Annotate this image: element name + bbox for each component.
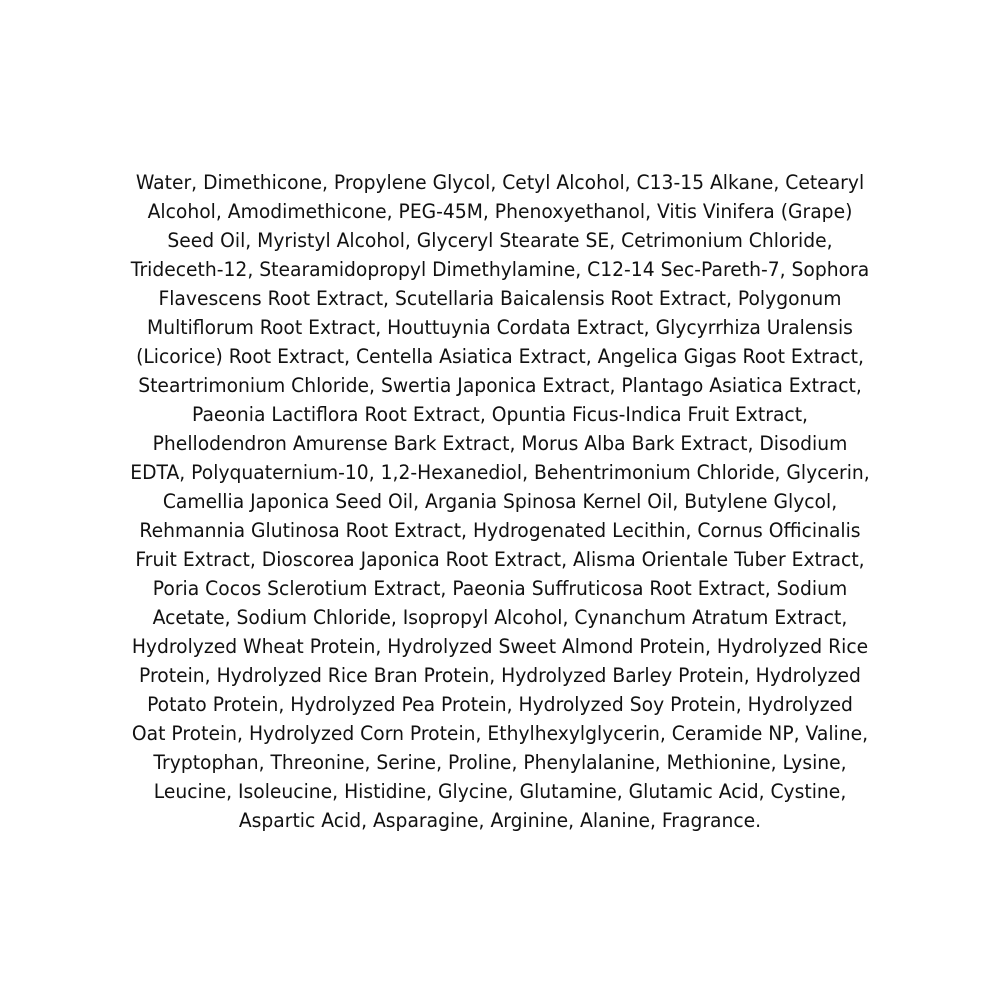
ingredients-line: Trideceth-12, Stearamidopropyl Dimethylamine, C12-14 Sec-Pareth-7, Sophora	[130, 258, 870, 281]
ingredients-line: Hydrolyzed Wheat Protein, Hydrolyzed Sweet Almond Protein, Hydrolyzed Rice	[131, 635, 869, 658]
ingredients-line: Poria Cocos Sclerotium Extract, Paeonia Suffruticosa Root Extract, Sodium	[152, 577, 848, 600]
ingredients-list	[0, 168, 1000, 835]
ingredients-line: Paeonia Lactiflora Root Extract, Opuntia Ficus-Indica Fruit Extract,	[191, 403, 808, 426]
ingredients-line: Rehmannia Glutinosa Root Extract, Hydrogenated Lecithin, Cornus Officinalis	[139, 519, 861, 542]
ingredients-line: EDTA, Polyquaternium-10, 1,2-Hexanediol, Behentrimonium Chloride, Glycerin,	[130, 461, 870, 484]
ingredients-line: Fruit Extract, Dioscorea Japonica Root Extract, Alisma Orientale Tuber Extract,	[135, 548, 865, 571]
ingredients-line: Acetate, Sodium Chloride, Isopropyl Alcohol, Cynanchum Atratum Extract,	[152, 606, 848, 629]
ingredients-line: Seed Oil, Myristyl Alcohol, Glyceryl Stearate SE, Cetrimonium Chloride,	[167, 229, 833, 252]
ingredients-line: Oat Protein, Hydrolyzed Corn Protein, Ethylhexylglycerin, Ceramide NP, Valine,	[131, 722, 869, 745]
ingredients-line: Tryptophan, Threonine, Serine, Proline, Phenylalanine, Methionine, Lysine,	[153, 751, 847, 774]
ingredients-line: Water, Dimethicone, Propylene Glycol, Cetyl Alcohol, C13-15 Alkane, Cetearyl	[135, 171, 865, 194]
ingredients-line: Steartrimonium Chloride, Swertia Japonica Extract, Plantago Asiatica Extract,	[138, 374, 862, 397]
ingredients-line: Multiflorum Root Extract, Houttuynia Cordata Extract, Glycyrrhiza Uralensis	[147, 316, 853, 339]
ingredients-line: Leucine, Isoleucine, Histidine, Glycine, Glutamine, Glutamic Acid, Cystine,	[153, 780, 847, 803]
ingredients-line: (Licorice) Root Extract, Centella Asiatica Extract, Angelica Gigas Root Extract,	[136, 345, 864, 368]
ingredients-line: Protein, Hydrolyzed Rice Bran Protein, Hydrolyzed Barley Protein, Hydrolyzed	[139, 664, 861, 687]
ingredients-line: Camellia Japonica Seed Oil, Argania Spinosa Kernel Oil, Butylene Glycol,	[162, 490, 838, 513]
ingredients-line: Potato Protein, Hydrolyzed Pea Protein, Hydrolyzed Soy Protein, Hydrolyzed	[147, 693, 853, 716]
ingredients-line: Flavescens Root Extract, Scutellaria Baicalensis Root Extract, Polygonum	[158, 287, 842, 310]
ingredients-line: Alcohol, Amodimethicone, PEG-45M, Phenoxyethanol, Vitis Vinifera (Grape)	[147, 200, 853, 223]
ingredients-line: Phellodendron Amurense Bark Extract, Morus Alba Bark Extract, Disodium	[152, 432, 848, 455]
ingredients-line: Aspartic Acid, Asparagine, Arginine, Alanine, Fragrance.	[238, 809, 762, 832]
